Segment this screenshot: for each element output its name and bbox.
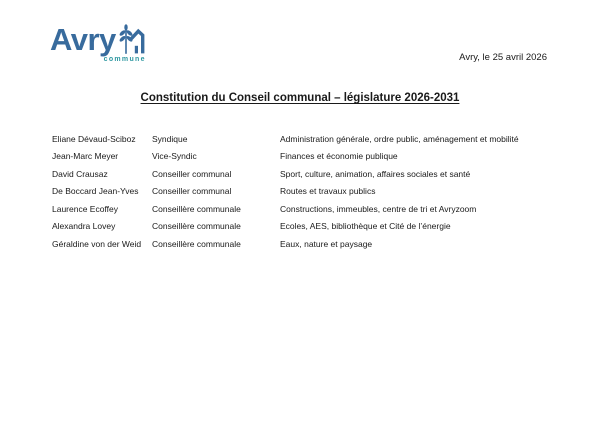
member-role: Vice-Syndic [152,151,197,162]
logo-wordmark: Avry [50,22,116,57]
member-responsibility: Eaux, nature et paysage [280,238,373,249]
member-role: Syndique [152,133,188,144]
council-row [52,165,572,183]
member-role: Conseillère communale [152,203,241,214]
wheat-house-icon [118,24,145,58]
council-row [52,183,572,201]
member-name: Laurence Ecoffey [52,203,118,214]
member-name: De Boccard Jean-Yves [52,186,139,197]
member-role: Conseiller communal [152,186,232,197]
council-row [52,148,572,166]
council-row [52,200,572,218]
council-table [52,130,572,253]
member-responsibility: Sport, culture, animation, affaires sociales et santé [280,168,471,179]
member-name: Alexandra Lovey [52,221,116,232]
council-row [52,130,572,148]
date-line: Avry, le 25 avril 2026 [459,52,547,63]
member-responsibility: Ecoles, AES, bibliothèque et Cité de l’énergie [280,221,451,232]
member-responsibility: Routes et travaux publics [280,186,376,197]
member-responsibility: Finances et économie publique [280,151,398,162]
member-name: Géraldine von der Weid [52,238,142,249]
council-row [52,218,572,236]
document-title: Constitution du Conseil communal – législature 2026-2031 [140,92,460,104]
member-role: Conseillère communale [152,221,241,232]
member-name: Jean-Marc Meyer [52,151,119,162]
member-responsibility: Administration générale, ordre public, aménagement et mobilité [280,133,519,144]
council-row [52,235,572,253]
logo-subtitle: commune [103,56,146,63]
commune-logo [50,22,146,63]
member-responsibility: Constructions, immeubles, centre de tri et Avryzoom [280,203,477,214]
member-name: David Crausaz [52,168,108,179]
member-role: Conseillère communale [152,238,241,249]
member-role: Conseiller communal [152,168,232,179]
member-name: Eliane Dévaud-Sciboz [52,133,136,144]
